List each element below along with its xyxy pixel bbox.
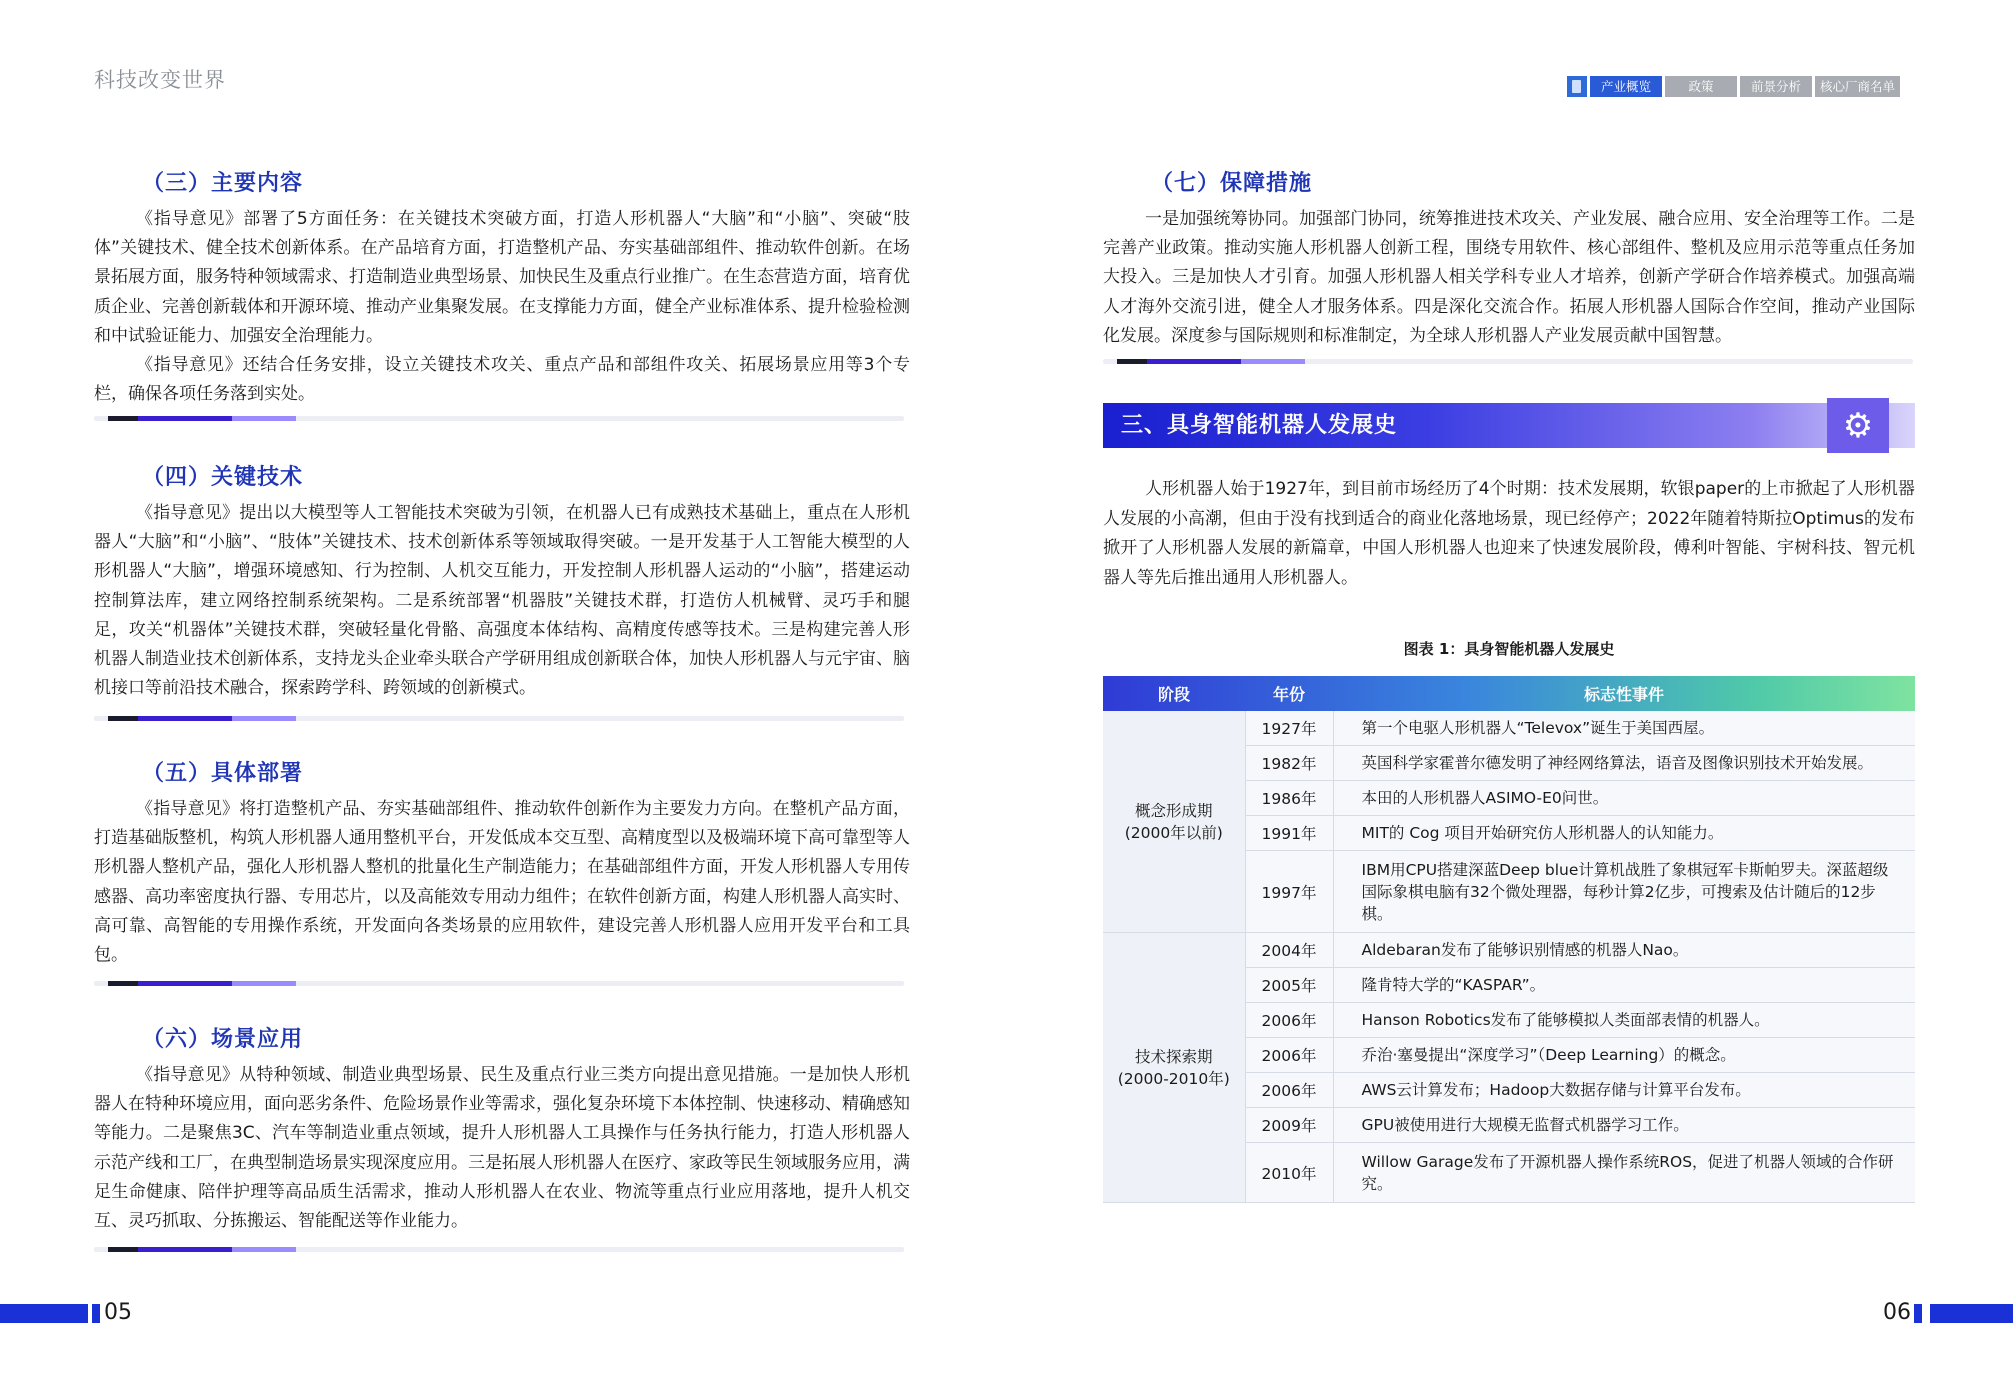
event-cell: Aldebaran发布了能够识别情感的机器人Nao。 xyxy=(1333,933,1915,968)
page-bar-right-mark xyxy=(1914,1304,1922,1323)
table-row xyxy=(1103,933,1915,968)
paragraph: 《指导意见》还结合任务安排，设立关键技术攻关、重点产品和部组件攻关、拓展场景应用等3个专栏，确保各项任务落到实处。 xyxy=(94,355,910,405)
section-title: （七）保障措施 xyxy=(1151,171,1313,196)
section-safeguards xyxy=(1103,166,1915,351)
event-cell: MIT的 Cog 项目开始研究仿人形机器人的认知能力。 xyxy=(1333,816,1915,851)
section-nav xyxy=(1567,76,1913,97)
event-cell: Willow Garage发布了开源机器人操作系统ROS，促进了机器人领域的合作研究。 xyxy=(1333,1143,1915,1203)
event-cell: AWS云计算发布；Hadoop大数据存储与计算平台发布。 xyxy=(1333,1073,1915,1108)
event-cell: 乔治·塞曼提出“深度学习”（Deep Learning）的概念。 xyxy=(1333,1038,1915,1073)
section-divider xyxy=(94,1247,904,1252)
year-cell: 2006年 xyxy=(1245,1003,1333,1038)
year-cell: 2010年 xyxy=(1245,1143,1333,1203)
year-cell: 1991年 xyxy=(1245,816,1333,851)
history-intro xyxy=(1103,475,1915,593)
paragraph: 《指导意见》从特种领域、制造业典型场景、民生及重点行业三类方向提出意见措施。一是加快人形机器人在特种环境应用，面向恶劣条件、危险场景作业等需求，强化复杂环境下本体控制、快速移动、精确感知等能力。二是聚焦3C、汽车等制造业重点领域，提升人形机器人工具操作与任务执行能力，打造人形机器人示范产线和工厂，在典型制造场景实现深度应用。三是拓展人形机器人在医疗、家政等民生领域服务应用，满足生命健康、陪伴护理等高品质生活需求，推动人形机器人在农业、物流等重点行业应用落地，提升人机交互、灵巧抓取、分拣搬运、智能配送等作业能力。 xyxy=(94,1065,910,1232)
section-title: （四）关键技术 xyxy=(142,465,304,490)
brand-slogan: 科技改变世界 xyxy=(94,68,226,92)
table-row xyxy=(1103,711,1915,746)
paragraph: 《指导意见》部署了5方面任务：在关键技术突破方面，打造人形机器人“大脑”和“小脑”、突破“肢体”关键技术、健全技术创新体系。在产品培育方面，打造整机产品、夯实基础部组件、推动软件创新。在场景拓展方面，服务特种领域需求、打造制造业典型场景、加快民生及重点行业推广。在生态营造方面，培育优质企业、完善创新载体和开源环境、推动产业集聚发展。在支撑能力方面，健全产业标准体系、提升检验检测和中试验证能力、加强安全治理能力。 xyxy=(94,209,910,346)
event-cell: Hanson Robotics发布了能够模拟人类面部表情的机器人。 xyxy=(1333,1003,1915,1038)
year-cell: 2009年 xyxy=(1245,1108,1333,1143)
header-cell: 年份 xyxy=(1272,685,1305,704)
year-cell: 2006年 xyxy=(1245,1073,1333,1108)
era-label: 概念形成期 (2000年以前) xyxy=(1124,801,1223,842)
nav-tab-overview[interactable]: 产业概览 xyxy=(1590,76,1662,97)
history-table xyxy=(1103,676,1915,1203)
event-cell: 第一个电驱人形机器人“Televox”诞生于美国西屋。 xyxy=(1333,711,1915,746)
year-cell: 2006年 xyxy=(1245,1038,1333,1073)
year-cell: 1927年 xyxy=(1245,711,1333,746)
year-cell: 2004年 xyxy=(1245,933,1333,968)
paragraph: 一是加强统筹协同。加强部门协同，统筹推进技术攻关、产业发展、融合应用、安全治理等工作。二是完善产业政策。推动实施人形机器人创新工程，围绕专用软件、核心部组件、整机及应用示范等重点任务加大投入。三是加快人才引育。加强人形机器人相关学科专业人才培养，创新产学研合作培养模式。加强高端人才海外交流引进，健全人才服务体系。四是深化交流合作。拓展人形机器人国际合作空间，推动产业国际化发展。深度参与国际规则和标准制定，为全球人形机器人产业发展贡献中国智慧。 xyxy=(1103,209,1915,346)
paragraph: 《指导意见》将打造整机产品、夯实基础部组件、推动软件创新作为主要发力方向。在整机产品方面，打造基础版整机，构筑人形机器人通用整机平台，开发低成本交互型、高精度型以及极端环境下高可靠型等人形机器人整机产品，强化人形机器人整机的批量化生产制造能力；在基础部组件方面，开发人形机器人专用传感器、高功率密度执行器、专用芯片，以及高能效专用动力组件；在软件创新方面，构建人形机器人高实时、高可靠、高智能的专用操作系统，开发面向各类场景的应用软件，建设完善人形机器人应用开发平台和工具包。 xyxy=(94,799,910,966)
section-main-content xyxy=(94,166,910,409)
event-cell: GPU被使用进行大规模无监督式机器学习工作。 xyxy=(1333,1108,1915,1143)
event-cell: IBM用CPU搭建深蓝Deep blue计算机战胜了象棋冠军卡斯帕罗夫。深蓝超级国际象棋电脑有32个微处理器，每秒计算2亿步，可搜索及估计随后的12步棋。 xyxy=(1333,851,1915,933)
section-divider xyxy=(94,416,904,421)
section-title: （六）场景应用 xyxy=(142,1027,304,1052)
era-cell xyxy=(1103,711,1245,933)
page-bar-left xyxy=(0,1304,88,1323)
paragraph: 《指导意见》提出以大模型等人工智能技术突破为引领，在机器人已有成熟技术基础上，重点在人形机器人“大脑”和“小脑”、“肢体”关键技术、技术创新体系等领域取得突破。一是开发基于人工智能大模型的人形机器人“大脑”，增强环境感知、行为控制、人机交互能力，开发控制人形机器人运动的“小脑”，搭建运动控制算法库，建立网络控制系统架构。二是系统部署“机器肢”关键技术群，打造仿人机械臂、灵巧手和腿足，攻关“机器体”关键技术群，突破轻量化骨骼、高强度本体结构、高精度传感等技术。三是构建完善人形机器人制造业技术创新体系，支持龙头企业牵头联合产学研用组成创新联合体，加快人形机器人与元宇宙、脑机接口等前沿技术融合，探索跨学科、跨领域的创新模式。 xyxy=(94,503,910,699)
page-bar-right xyxy=(1930,1304,2013,1323)
section-title: （五）具体部署 xyxy=(142,761,304,786)
year-cell: 1982年 xyxy=(1245,746,1333,781)
page-number-left: 05 xyxy=(104,1300,132,1325)
page-number-right: 06 xyxy=(1883,1300,1911,1325)
event-cell: 隆肯特大学的“KASPAR”。 xyxy=(1333,968,1915,1003)
gears-icon: ⚙ xyxy=(1827,398,1889,453)
nav-tab-outlook[interactable]: 前景分析 xyxy=(1740,76,1812,97)
section-deployment xyxy=(94,756,910,970)
event-cell: 本田的人形机器人ASIMO-E0问世。 xyxy=(1333,781,1915,816)
table-header-row xyxy=(1103,676,1915,711)
section-title: （三）主要内容 xyxy=(142,171,304,196)
chapter-banner xyxy=(1103,403,1915,448)
year-cell: 1997年 xyxy=(1245,851,1333,933)
nav-tab-policy[interactable]: 政策 xyxy=(1665,76,1737,97)
year-cell: 1986年 xyxy=(1245,781,1333,816)
chapter-title: 三、具身智能机器人发展史 xyxy=(1121,413,1398,438)
section-key-tech xyxy=(94,460,910,703)
era-cell xyxy=(1103,933,1245,1203)
document-icon xyxy=(1567,76,1587,97)
era-label: 技术探索期 (2000-2010年) xyxy=(1117,1047,1230,1088)
section-divider xyxy=(1103,359,1913,364)
page-bar-left-mark xyxy=(92,1304,100,1323)
figure-caption: 图表 1：具身智能机器人发展史 xyxy=(1403,640,1615,658)
section-divider xyxy=(94,981,904,986)
nav-tab-vendors[interactable]: 核心厂商名单 xyxy=(1815,76,1900,97)
event-cell: 英国科学家霍普尔德发明了神经网络算法，语音及图像识别技术开始发展。 xyxy=(1333,746,1915,781)
paragraph: 人形机器人始于1927年，到目前市场经历了4个时期：技术发展期，软银paper的上市掀起了人形机器人发展的小高潮，但由于没有找到适合的商业化落地场景，现已经停产；2022年随着特斯拉Optimus的发布掀开了人形机器人发展的新篇章，中国人形机器人也迎来了快速发展阶段，傅利叶智能、宇树科技、智元机器人等先后推出通用人形机器人。 xyxy=(1103,479,1916,588)
header-cell: 阶段 xyxy=(1157,685,1190,704)
section-divider xyxy=(94,716,904,721)
header-cell: 标志性事件 xyxy=(1583,685,1664,704)
year-cell: 2005年 xyxy=(1245,968,1333,1003)
section-scenarios xyxy=(94,1022,910,1236)
